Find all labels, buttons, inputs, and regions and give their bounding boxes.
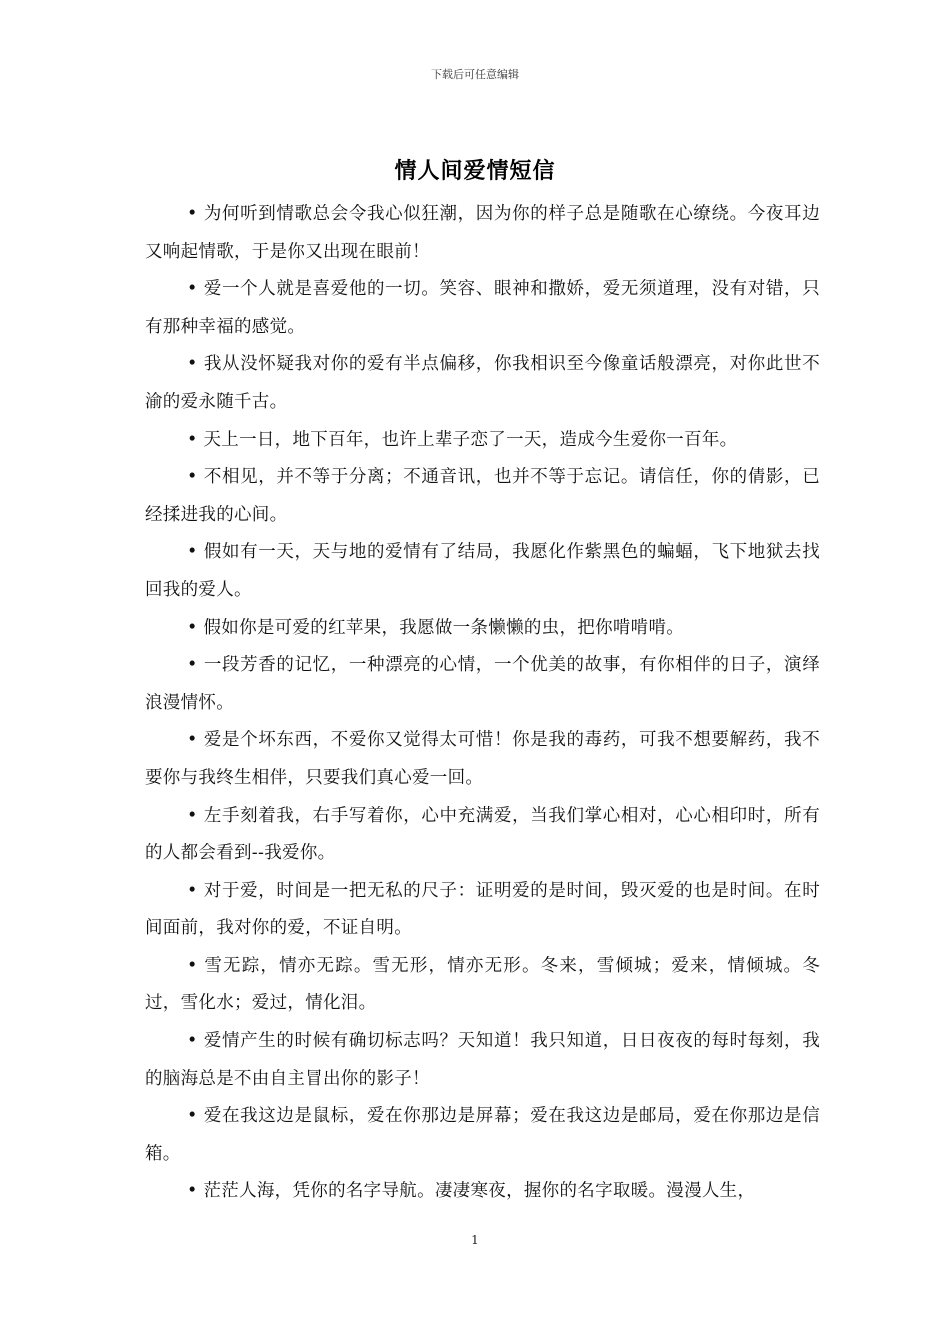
document-body	[145, 196, 820, 1211]
paragraph: • 爱一个人就是喜爱他的一切。笑容、眼神和撒娇，爱无须道理，没有对错，只有那种幸福的感觉。	[145, 279, 820, 337]
paragraph: • 不相见，并不等于分离；不通音讯，也并不等于忘记。请信任，你的倩影，已经揉进我的心间。	[145, 467, 820, 525]
paragraph: • 为何听到情歌总会令我心似狂潮，因为你的样子总是随歌在心缭绕。今夜耳边又响起情歌，于是你又出现在眼前！	[145, 204, 820, 262]
paragraph: • 我从没怀疑我对你的爱有半点偏移，你我相识至今像童话般漂亮，对你此世不渝的爱永随千古。	[145, 354, 820, 412]
page-header-note: 下载后可任意编辑	[431, 68, 519, 81]
paragraph: • 爱在我这边是鼠标，爱在你那边是屏幕；爱在我这边是邮局，爱在你那边是信箱。	[145, 1106, 820, 1164]
paragraph: • 左手刻着我，右手写着你，心中充满爱，当我们掌心相对，心心相印时，所有的人都会看到--我爱你。	[145, 805, 820, 864]
paragraph: • 假如你是可爱的红苹果，我愿做一条懒懒的虫，把你啃啃啃。	[187, 617, 685, 638]
page-number: 1	[471, 1233, 479, 1247]
document-title: 情人间爱情短信	[394, 159, 556, 184]
paragraph: • 雪无踪，情亦无踪。雪无形，情亦无形。冬来，雪倾城；爱来，情倾城。冬过，雪化水；爱过，情化泪。	[145, 955, 820, 1014]
paragraph: • 爱情产生的时候有确切标志吗？天知道！我只知道，日日夜夜的每时每刻，我的脑海总是不由自主冒出你的影子！	[145, 1031, 820, 1089]
paragraph: • 爱是个坏东西，不爱你又觉得太可惜！你是我的毒药，可我不想要解药，我不要你与我终生相伴，只要我们真心爱一回。	[145, 730, 820, 788]
paragraph: • 一段芳香的记忆，一种漂亮的心情，一个优美的故事，有你相伴的日子，演绎浪漫情怀。	[145, 655, 820, 713]
paragraph: • 茫茫人海，凭你的名字导航。凄凄寒夜，握你的名字取暖。漫漫人生，	[187, 1181, 756, 1202]
paragraph: • 对于爱，时间是一把无私的尺子：证明爱的是时间，毁灭爱的也是时间。在时间面前，我对你的爱，不证自明。	[145, 880, 820, 939]
paragraph: • 假如有一天，天与地的爱情有了结局，我愿化作紫黑色的蝙蝠，飞下地狱去找回我的爱人。	[145, 542, 820, 600]
paragraph: • 天上一日，地下百年，也许上辈子恋了一天，造成今生爱你一百年。	[187, 429, 738, 450]
